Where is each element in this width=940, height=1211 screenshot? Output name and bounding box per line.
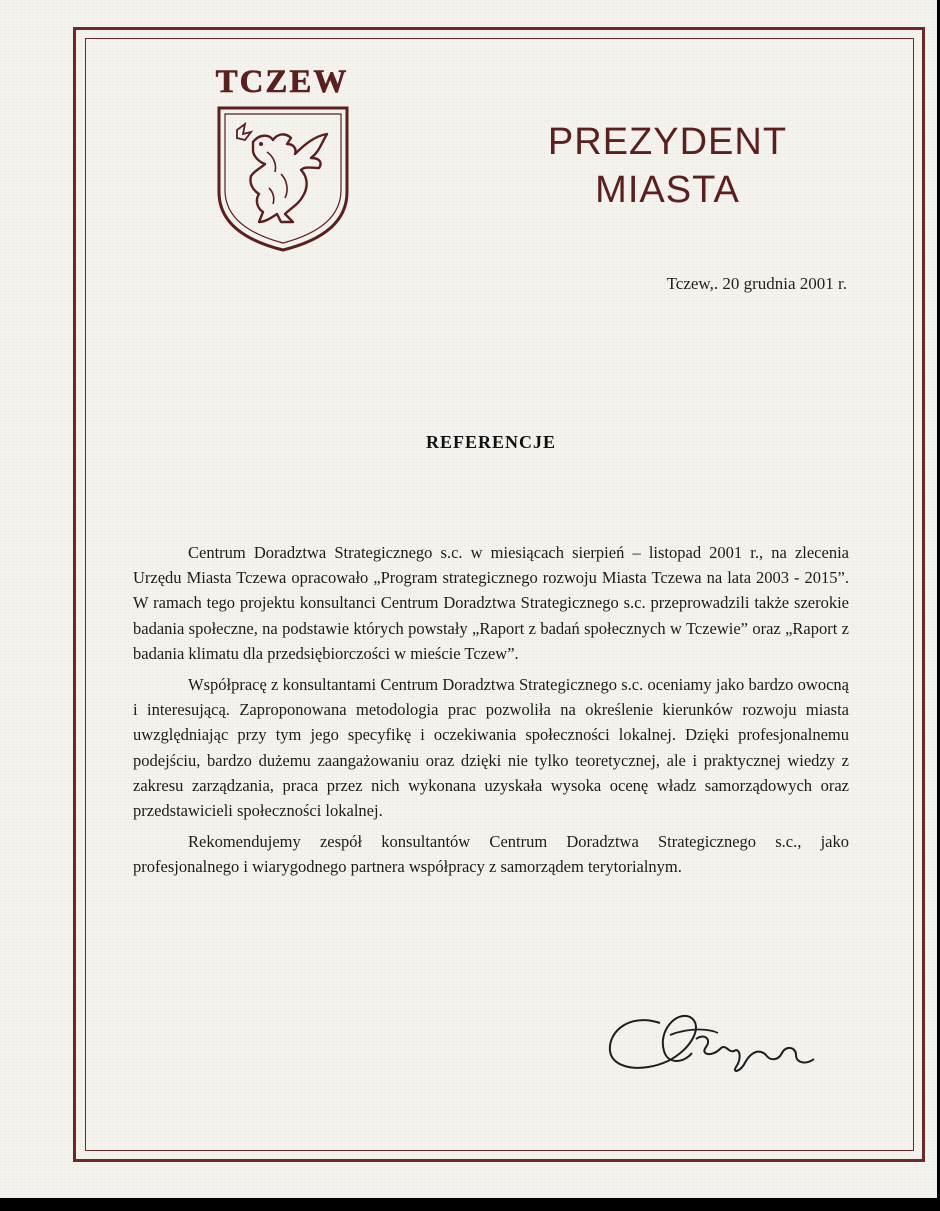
body-paragraph-1: Centrum Doradztwa Strategicznego s.c. w miesiącach sierpień – listopad 2001 r., na zlecenia Urzędu Miasta Tczewa opracowało „Program strategicznego rozwoju Miasta Tczewa na lata 2003 - 2015”. W ramach tego projektu konsultanci Centrum Doradztwa Strategicznego s.c. przeprowadzili także szerokie badania społeczne, na podstawie których powstały „Raport z badań społecznych w Tczewie” oraz „Raport z badania klimatu dla przedsiębiorczości w mieście Tczew”. bbox=[133, 543, 849, 663]
letterhead-title bbox=[495, 118, 840, 214]
crest-label: TCZEW bbox=[215, 64, 349, 100]
letter-date: Tczew,. 20 grudnia 2001 r. bbox=[666, 274, 847, 293]
document-title: REFERENCJE bbox=[425, 432, 556, 452]
handwritten-signature bbox=[600, 1003, 840, 1083]
letterhead-line-1: PREZYDENT bbox=[547, 121, 788, 163]
body-paragraph-3: Rekomendujemy zespół konsultantów Centrum Doradztwa Strategicznego s.c., jako profesjonalnego i wiarygodnego partnera współpracy z samorządem terytorialnym. bbox=[133, 832, 849, 877]
body-paragraph-2: Współpracę z konsultantami Centrum Doradztwa Strategicznego s.c. oceniamy jako bardzo owocną i interesującą. Zaproponowana metodologia prac pozwoliła na określenie kierunków rozwoju miasta uwzględniając przy tym jego specyfikę i oczekiwania społeczności lokalnej. Dzięki profesjonalnemu podejściu, bardzo dużemu zaangażowaniu oraz dzięki nie tylko teoretycznej, ale i praktycznej wiedzy z zakresu zarządzania, praca przez nich wykonana uzyskała wysoka ocenę władz samorządowych oraz przedstawicieli społeczności lokalnej. bbox=[133, 675, 849, 821]
city-coat-of-arms-icon bbox=[215, 104, 351, 252]
letterhead-line-2: MIASTA bbox=[595, 169, 740, 211]
letter-body bbox=[133, 540, 849, 886]
